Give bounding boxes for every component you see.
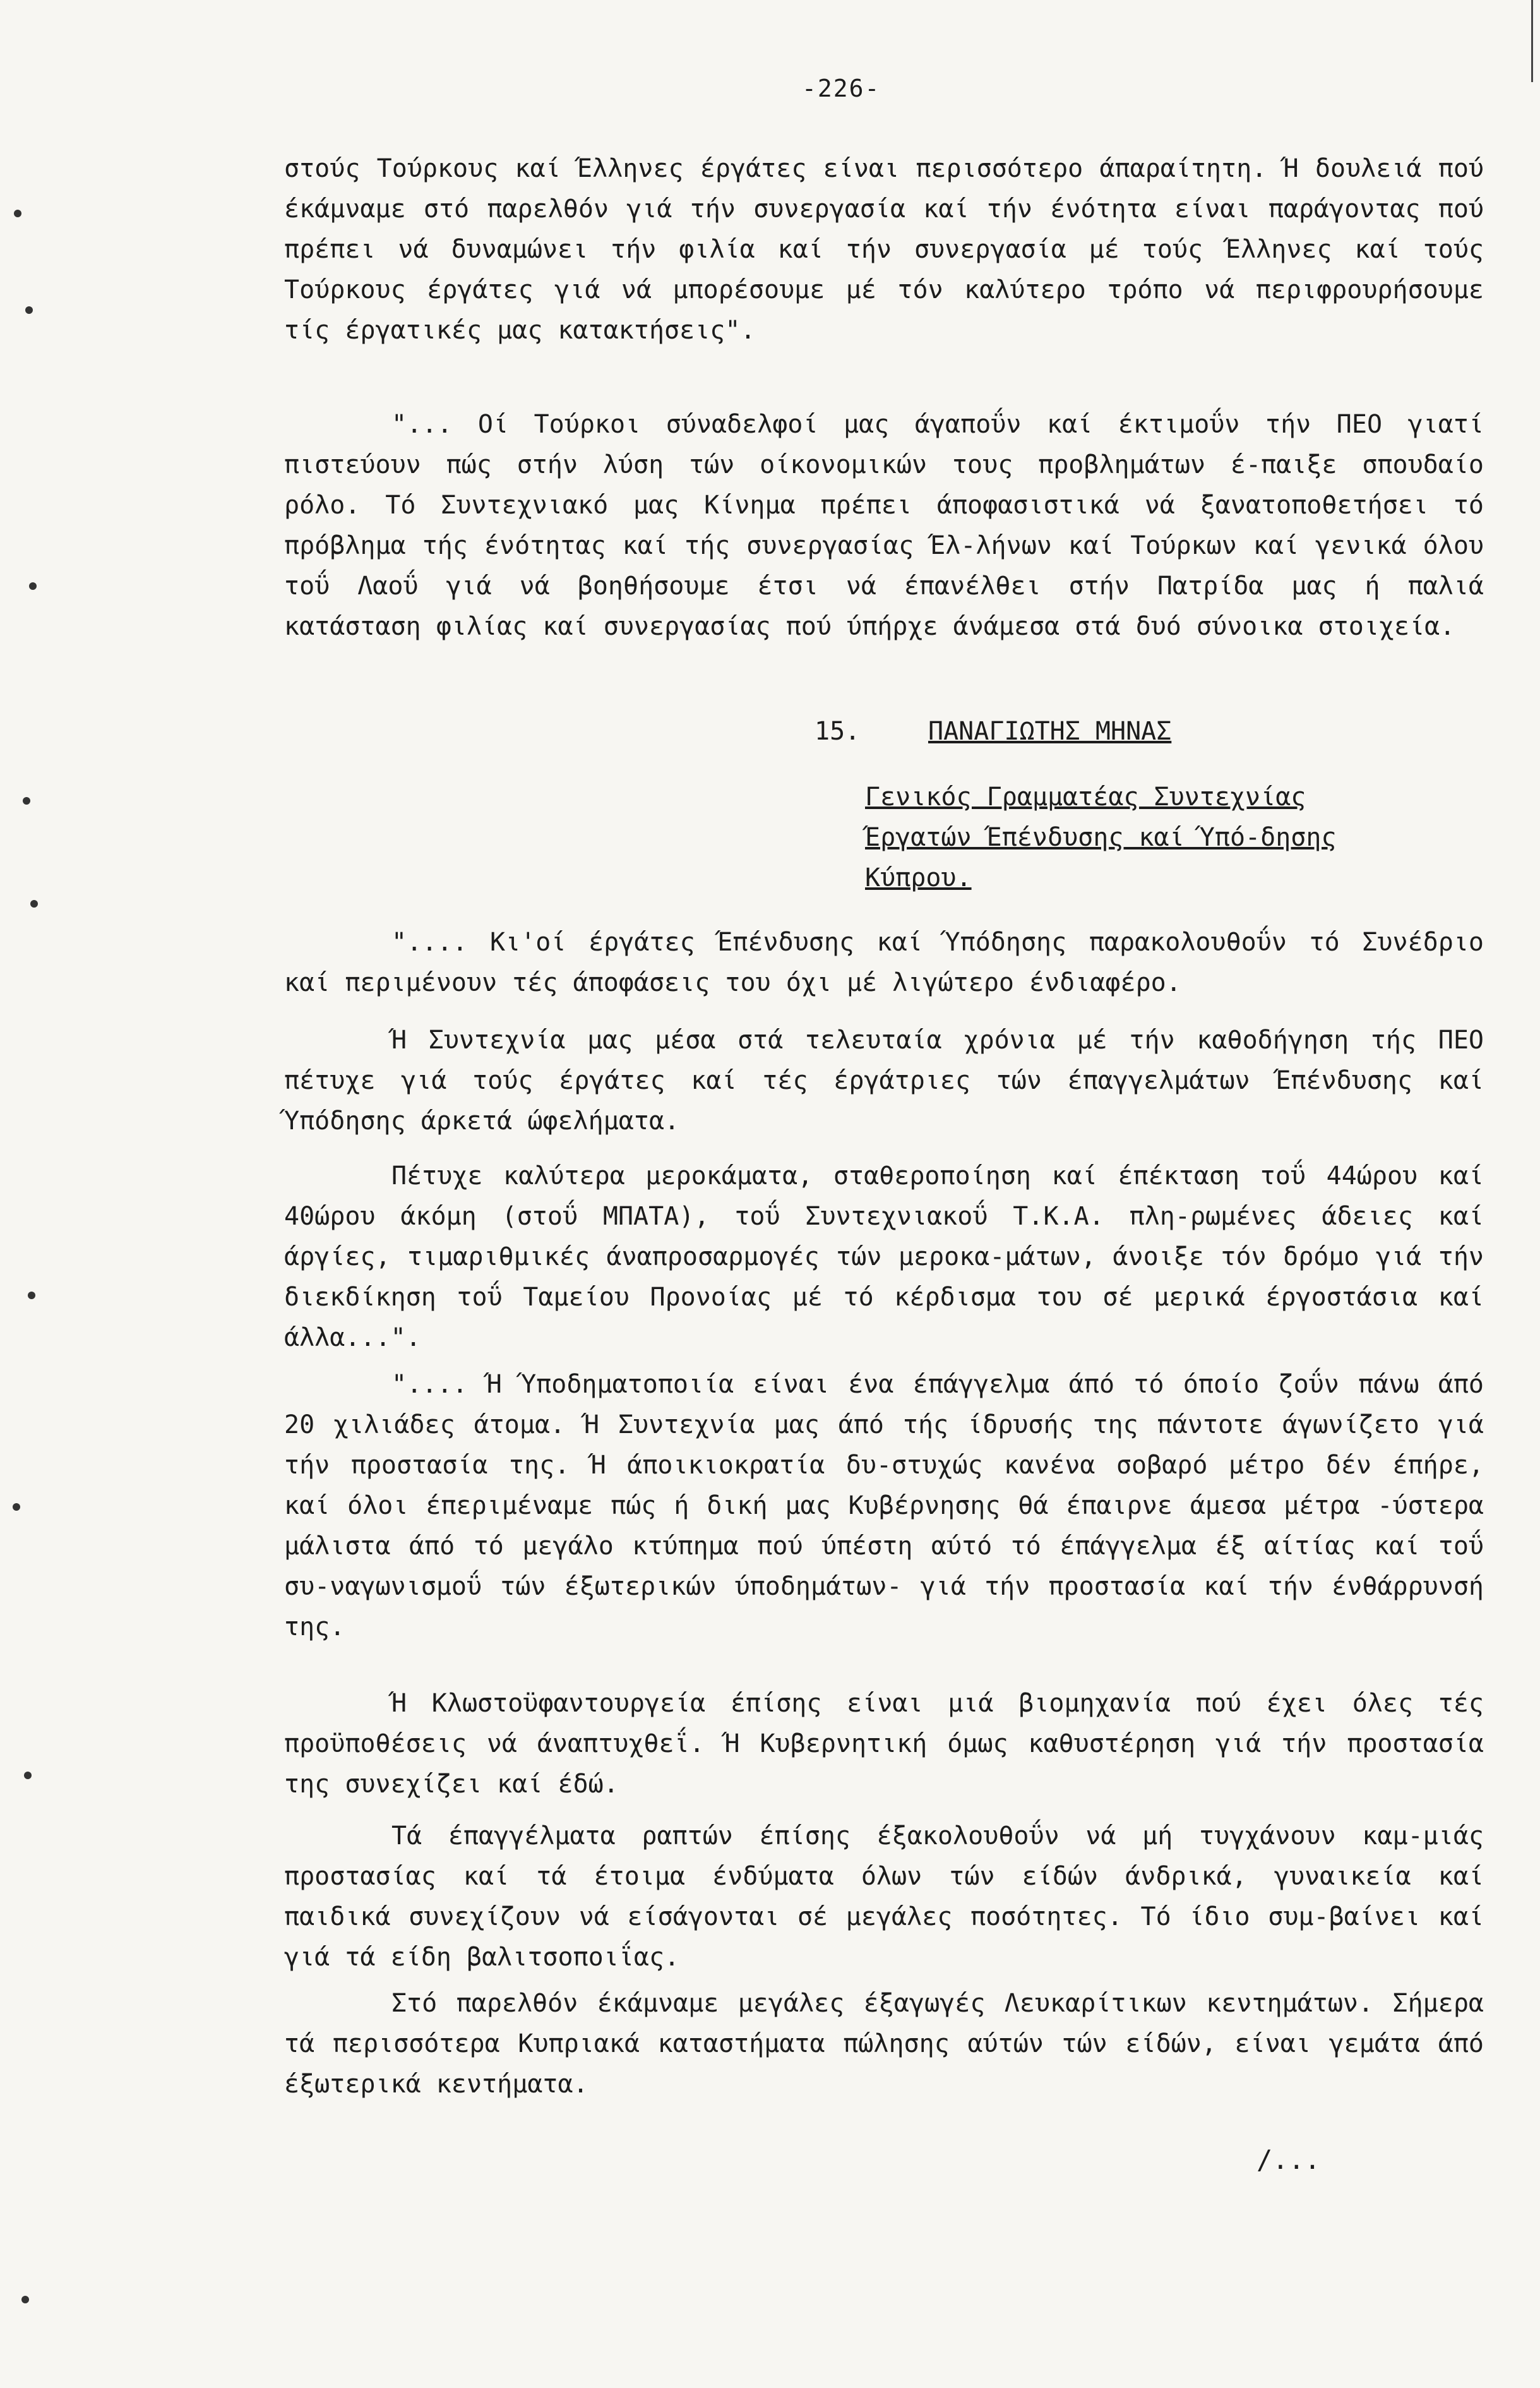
paragraph-9 <box>284 1983 1484 2104</box>
paragraph-5 <box>284 1156 1484 1358</box>
paragraph-2 <box>284 404 1484 647</box>
paragraph-4 <box>284 1020 1484 1141</box>
scan-dot <box>30 900 38 908</box>
paragraph-6-text: ".... Ή Ύποδηματοποιία είναι ένα έπάγγελμα άπό τό όποίο ζοΰν πάνω άπό 20 χιλιάδες άτομα. Ή Συντεχνία μας άπό τής ίδρυσής της πάντοτε άγωνίζετο γιά τήν προστασία της. Ή άποικιοκρατία δυ-στυχώς κανένα σοβαρό μέτρο δέν έπήρε, καί όλοι έπεριμέναμε πώς ή δική μας Κυβέρνησης θά έπαιρνε άμεσα μέτρα -ύστερα μάλιστα άπό τό μεγάλο κτύπημα πού ύπέστη αύτό τό έπάγγελμα έξ αίτίας καί τοΰ συ-ναγωνισμοΰ τών έξωτερικών ύποδημάτων- γιά τήν προστασία καί τήν ένθάρρυνσή της. <box>284 1370 1484 1641</box>
scan-dot <box>24 1772 32 1779</box>
paragraph-1-text: στούς Τούρκους καί Έλληνες έργάτες είναι περισσότερο άπαραίτητη. Ή δουλειά πού έκάμναμε στό παρελθόν γιά τήν συνεργασία καί τήν ένότητα είναι παράγοντας πού πρέπει νά δυναμώνει τήν φιλία καί τήν συνεργασία μέ τούς Έλληνες καί τούς Τούρκους έργάτες γιά νά μπορέσουμε μέ τόν καλύτερο τρόπο νά περιφρουρήσουμε τίς έργατικές μας κατακτήσεις". <box>284 154 1484 345</box>
paragraph-6 <box>284 1364 1484 1647</box>
paragraph-3 <box>284 922 1484 1003</box>
scan-dot <box>14 210 21 217</box>
scan-dot <box>21 2296 29 2303</box>
paragraph-1 <box>284 148 1484 351</box>
paragraph-5-text: Πέτυχε καλύτερα μεροκάματα, σταθεροποίηση καί έπέκταση τοΰ 44ώρου καί 40ώρου άκόμη (στοΰ ΜΠΑΤΑ), τοΰ Συντεχνιακοΰ Τ.Κ.Α. πλη-ρωμένες άδειες καί άργίες, τιμαριθμικές άναπροσαρμογές τών μεροκα-μάτων, άνοιξε τόν δρόμο γιά τήν διεκδίκηση τοΰ Ταμείου Προνοίας μέ τό κέρδισμα του σέ μερικά έργοστάσια καί άλλα...". <box>284 1161 1484 1352</box>
paragraph-3-text: ".... Κι'οί έργάτες Έπένδυσης καί Ύπόδησης παρακολουθοΰν τό Συνέδριο καί περιμένουν τές άποφάσεις του όχι μέ λιγώτερο ένδιαφέρο. <box>284 928 1484 997</box>
paragraph-4-text: Ή Συντεχνία μας μέσα στά τελευταία χρόνια μέ τήν καθοδήγηση τής ΠΕΟ πέτυχε γιά τούς έργάτες καί τές έργάτριες τών έπαγγελμάτων Έπένδυσης καί Ύπόδησης άρκετά ώφελήματα. <box>284 1026 1484 1136</box>
section-person-name: ΠΑΝΑΓΙΩΤΗΣ ΜΗΝΑΣ <box>928 717 1172 746</box>
scan-dot <box>13 1503 20 1511</box>
scan-dot <box>25 306 33 314</box>
page-number: -226- <box>802 75 881 102</box>
paragraph-7 <box>284 1683 1484 1804</box>
paragraph-7-text: Ή Κλωστοϋφαντουργεία έπίσης είναι μιά βιομηχανία πού έχει όλες τές προϋποθέσεις νά άναπτυχθεΐ. Ή Κυβερνητική όμως καθυστέρηση γιά τήν προστασία της συνεχίζει καί έδώ. <box>284 1689 1484 1799</box>
continuation-mark: /... <box>1256 2144 1321 2175</box>
paragraph-8 <box>284 1816 1484 1977</box>
scan-edge-line <box>1531 0 1533 82</box>
paragraph-9-text: Στό παρελθόν έκάμναμε μεγάλες έξαγωγές Λευκαρίτικων κεντημάτων. Σήμερα τά περισσότερα Κυπριακά καταστήματα πώλησης αύτών τών είδών, είναι γεμάτα άπό έξωτερικά κεντήματα. <box>284 1989 1484 2099</box>
scan-dot <box>28 1292 35 1299</box>
section-number: 15. <box>815 717 861 746</box>
paragraph-8-text: Τά έπαγγέλματα ραπτών έπίσης έξακολουθοΰν νά μή τυγχάνουν καμ-μιάς προστασίας καί τά έτοιμα ένδύματα όλων τών είδών άνδρικά, γυναικεία καί παιδικά συνεχίζουν νά είσάγονται σέ μεγάλες ποσότητες. Τό ίδιο συμ-βαίνει καί γιά τά είδη βαλιτσοποιΐας. <box>284 1821 1484 1972</box>
section-person-title: Γενικός Γραμματέας Συντεχνίας Έργατών Έπένδυσης καί Ύπό-δησης Κύπρου. <box>865 783 1337 892</box>
paragraph-2-text: "... Οί Τούρκοι σύναδελφοί μας άγαποΰν καί έκτιμοΰν τήν ΠΕΟ γιατί πιστεύουν πώς στήν λύση τών οίκονομικών τους προβλημάτων έ-παιξε σπουδαίο ρόλο. Τό Συντεχνιακό μας Κίνημα πρέπει άποφασιστικά νά ξανατοποθετήσει τό πρόβλημα τής ένότητας καί τής συνεργασίας Έλ-λήνων καί Τούρκων καί γενικά όλου τοΰ Λαοΰ γιά νά βοηθήσουμε έτσι νά έπανέλθει στήν Πατρίδα μας ή παλιά κατάσταση φιλίας καί συνεργασίας πού ύπήρχε άνάμεσα στά δυό σύνοικα στοιχεία. <box>284 410 1484 641</box>
scan-dot <box>23 797 30 805</box>
scan-dot <box>29 582 37 590</box>
